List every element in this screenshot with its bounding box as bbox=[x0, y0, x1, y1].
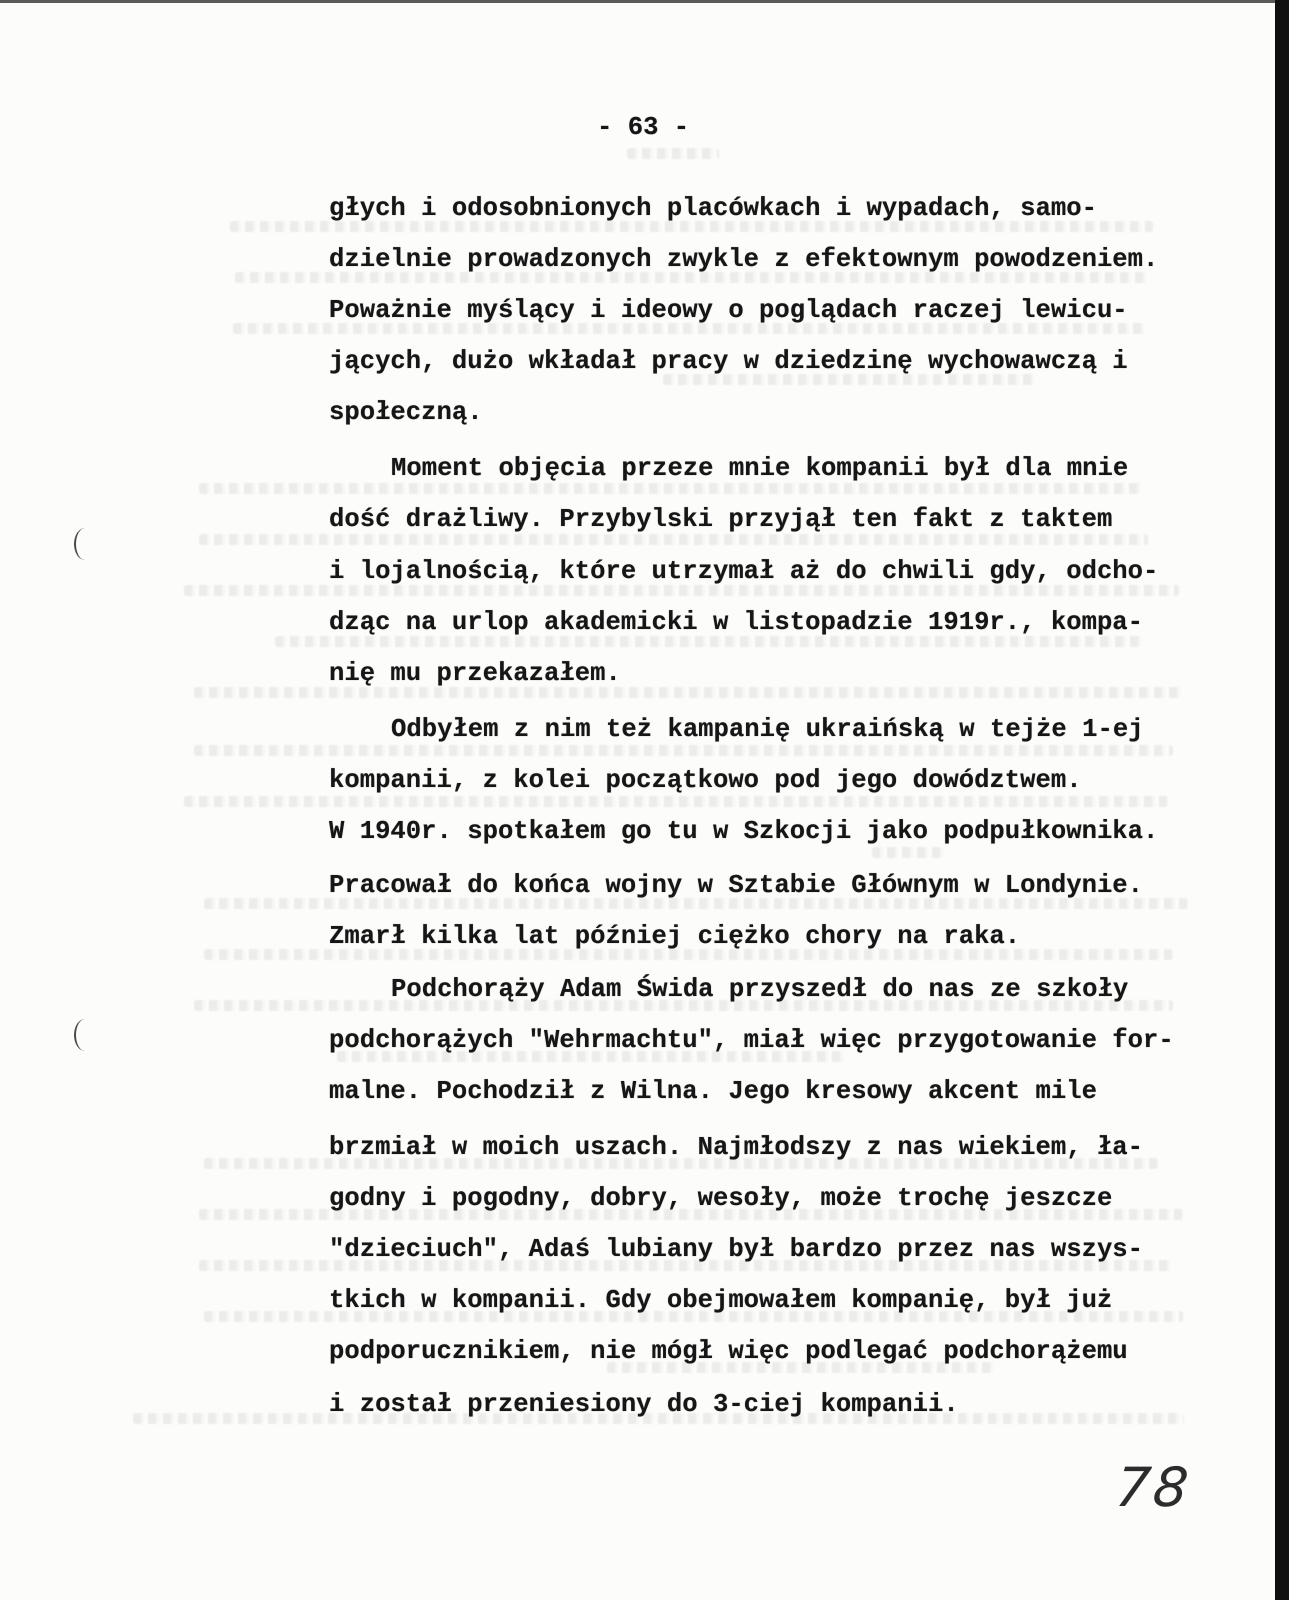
bleed-through-line bbox=[627, 148, 719, 159]
text-line: Moment objęcia przeze mnie kompanii był dla mnie bbox=[391, 454, 1129, 483]
page-number: - 63 - bbox=[597, 113, 690, 142]
text-line: nię mu przekazałem. bbox=[329, 659, 621, 688]
text-line: Poważnie myślący i ideowy o poglądach raczej lewicu- bbox=[329, 296, 1128, 325]
text-line: i został przeniesiony do 3-ciej kompanii. bbox=[329, 1390, 959, 1419]
text-line: dzielnie prowadzonych zwykle z efektownym powodzeniem. bbox=[329, 245, 1159, 274]
text-line: tkich w kompanii. Gdy obejmowałem kompanię, był już bbox=[329, 1286, 1113, 1315]
text-line: Podchorąży Adam Świda przyszedł do nas ze szkoły bbox=[391, 975, 1129, 1004]
text-line: brzmiał w moich uszach. Najmłodszy z nas wiekiem, ła- bbox=[329, 1133, 1144, 1162]
text-line: i lojalnością, które utrzymał aż do chwili gdy, odcho- bbox=[329, 557, 1159, 586]
text-line: W 1940r. spotkałem go tu w Szkocji jako podpułkownika. bbox=[329, 817, 1159, 846]
text-line: Zmarł kilka lat później ciężko chory na raka. bbox=[329, 922, 1021, 951]
text-line: malne. Pochodził z Wilna. Jego kresowy akcent mile bbox=[329, 1077, 1097, 1106]
text-line: dząc na urlop akademicki w listopadzie 1919r., kompa- bbox=[329, 608, 1144, 637]
text-line: społeczną. bbox=[329, 398, 483, 427]
punch-hole-mark bbox=[74, 528, 96, 560]
text-line: dość drażliwy. Przybylski przyjął ten fakt z taktem bbox=[329, 505, 1113, 534]
text-line: "dzieciuch", Adaś lubiany był bardzo przez nas wszys- bbox=[329, 1235, 1144, 1264]
text-line: podporucznikiem, nie mógł więc podlegać podchorążemu bbox=[329, 1337, 1128, 1366]
text-line: Pracował do końca wojny w Sztabie Głównym w Londynie. bbox=[329, 871, 1144, 900]
text-line: jących, dużo wkładał pracy w dziedzinę wychowawczą i bbox=[329, 347, 1128, 376]
text-line: kompanii, z kolei początkowo pod jego dowództwem. bbox=[329, 766, 1082, 795]
text-line: godny i pogodny, dobry, wesoły, może trochę jeszcze bbox=[329, 1184, 1113, 1213]
text-line: głych i odosobnionych placówkach i wypadach, samo- bbox=[329, 194, 1097, 223]
text-line: podchorążych "Wehrmachtu", miał więc przygotowanie for- bbox=[329, 1026, 1174, 1055]
punch-hole-mark bbox=[74, 1019, 96, 1051]
scan-edge-right bbox=[1275, 0, 1289, 1600]
handwritten-folio-number: 78 bbox=[1112, 1456, 1195, 1519]
text-line: Odbyłem z nim też kampanię ukraińską w tejże 1-ej bbox=[391, 715, 1144, 744]
